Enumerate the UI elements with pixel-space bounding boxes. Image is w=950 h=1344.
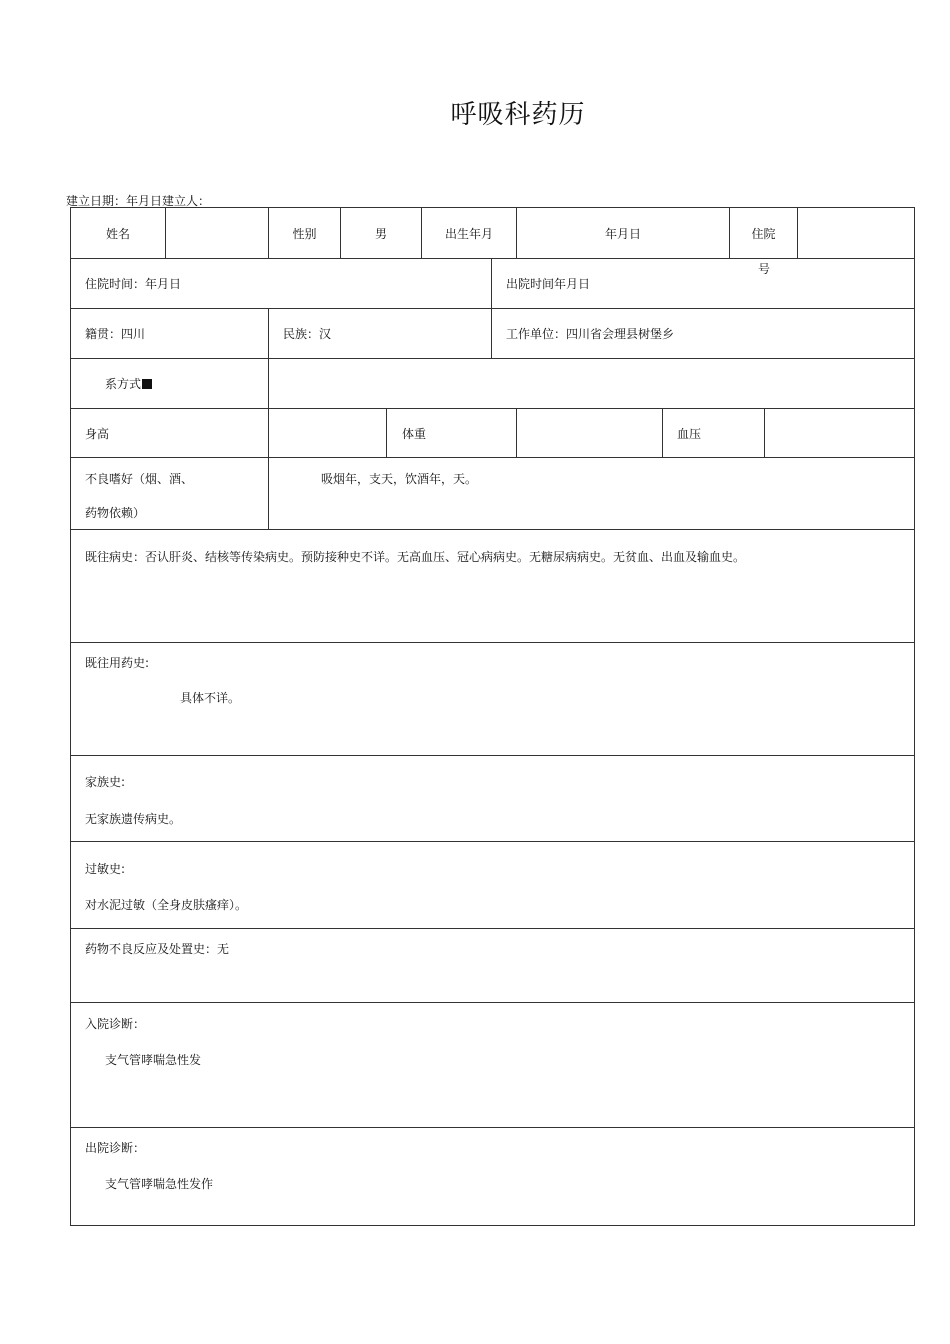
row-medication-history bbox=[70, 642, 915, 755]
habits-label-line2: 药物依赖） bbox=[85, 506, 146, 520]
row-family-history bbox=[70, 755, 915, 841]
native-place: 籍贯：四川 bbox=[85, 327, 146, 341]
bp-label: 血压 bbox=[662, 409, 764, 457]
admission-diagnosis-label: 入院诊断： bbox=[85, 1017, 146, 1031]
contact-label-cell bbox=[71, 359, 268, 408]
admission-diagnosis-value: 支气管哮喘急性发 bbox=[105, 1053, 202, 1067]
habits-value: 吸烟年，支天，饮酒年，天。 bbox=[321, 472, 478, 486]
creation-info-line: 建立日期：年月日建立人： bbox=[66, 194, 211, 208]
medication-history-value: 具体不详。 bbox=[180, 691, 241, 705]
habits-label-cell bbox=[71, 458, 268, 529]
weight-value bbox=[516, 409, 662, 457]
past-history: 既往病史：否认肝炎、结核等传染病史。预防接种史不详。无高血压、冠心病病史。无糖尿病病史。无贫血、出血及输血史。 bbox=[85, 550, 746, 564]
row-basic-info bbox=[70, 207, 915, 258]
allergy-history-label: 过敏史: bbox=[85, 862, 126, 876]
row-habits bbox=[70, 457, 915, 529]
discharge-time: 出院时间年月日 bbox=[491, 259, 914, 308]
birth-label: 出生年月 bbox=[421, 208, 516, 258]
hospital-no-label-continued: 号 bbox=[758, 262, 771, 276]
document-title: 呼吸科药历 bbox=[450, 100, 586, 130]
row-admission-times bbox=[70, 258, 915, 308]
row-adr-history bbox=[70, 928, 915, 1002]
allergy-history-value: 对水泥过敏（全身皮肤瘙痒）。 bbox=[85, 898, 248, 912]
square-glyph-icon bbox=[142, 379, 152, 389]
habits-label-line1: 不良嗜好（烟、酒、 bbox=[85, 472, 194, 486]
name-label: 姓名 bbox=[105, 226, 130, 241]
row-allergy-history bbox=[70, 841, 915, 928]
row-discharge-diagnosis bbox=[70, 1127, 915, 1226]
adr-history: 药物不良反应及处置史：无 bbox=[85, 942, 230, 956]
row-vitals bbox=[70, 408, 915, 457]
family-history-value: 无家族遗传病史。 bbox=[85, 812, 182, 826]
medication-history-label: 既往用药史: bbox=[85, 656, 150, 670]
admit-time: 住院时间：年月日 bbox=[85, 277, 182, 291]
height-value bbox=[268, 409, 386, 457]
work-unit: 工作单位：四川省会理县树堡乡 bbox=[491, 309, 914, 358]
hospital-no-value bbox=[797, 208, 914, 258]
contact-value bbox=[268, 359, 914, 408]
row-admission-diagnosis bbox=[70, 1002, 915, 1127]
weight-label: 体重 bbox=[386, 409, 516, 457]
discharge-diagnosis-label: 出院诊断： bbox=[85, 1141, 146, 1155]
bp-value bbox=[764, 409, 914, 457]
contact-label: 系方式 bbox=[105, 377, 142, 391]
ethnicity: 民族：汉 bbox=[268, 309, 491, 358]
birth-value: 年月日 bbox=[516, 208, 729, 258]
hospital-no-label: 住院 bbox=[729, 208, 797, 258]
row-origin bbox=[70, 308, 915, 358]
discharge-diagnosis-value: 支气管哮喘急性发作 bbox=[105, 1177, 214, 1191]
height-label: 身高 bbox=[85, 426, 110, 441]
row-past-history bbox=[70, 529, 915, 642]
name-value bbox=[165, 208, 268, 258]
row-contact bbox=[70, 358, 915, 408]
family-history-label: 家族史: bbox=[85, 775, 126, 789]
habits-value-cell bbox=[268, 458, 914, 529]
sex-value: 男 bbox=[340, 208, 421, 258]
sex-label: 性别 bbox=[268, 208, 340, 258]
